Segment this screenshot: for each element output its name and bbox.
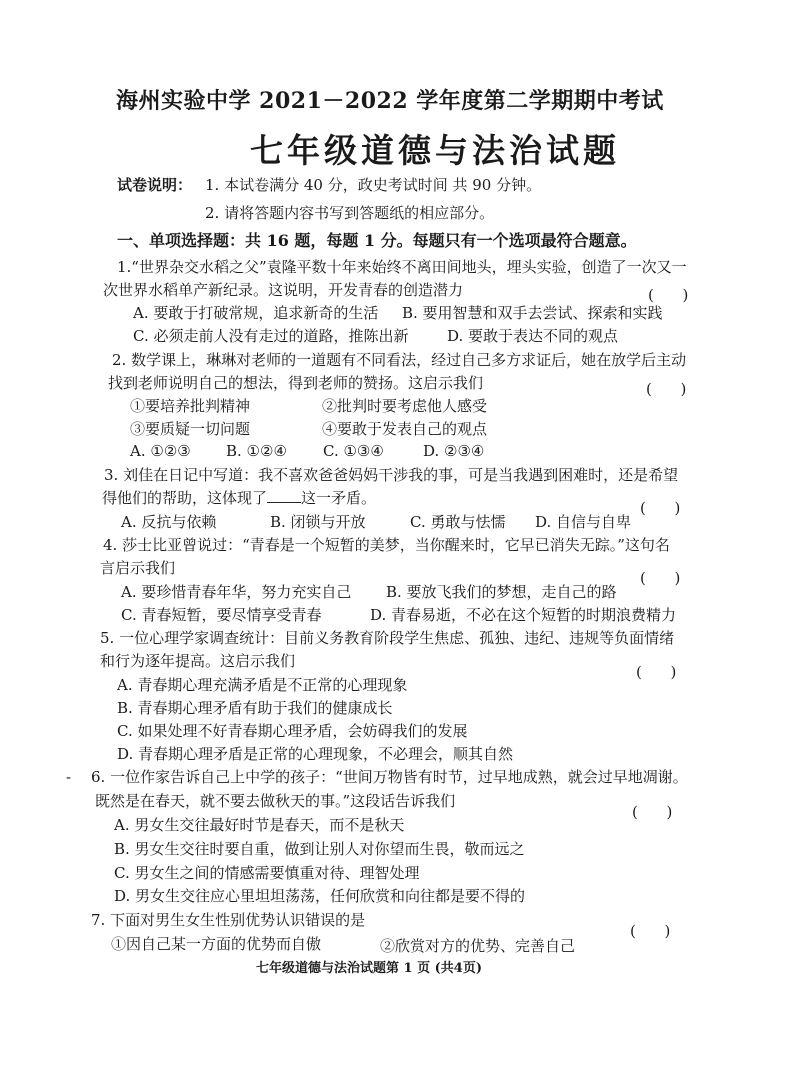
question-3-stem-text-a: 得他们的帮助，这体现了 xyxy=(102,489,268,507)
question-7-statement-2: ②欣赏对方的优势、完善自己 xyxy=(380,937,576,955)
question-6-stem-line-2: 既然是在春天，就不要去做秋天的事。”这段话告诉我们 xyxy=(95,792,456,810)
question-3-stem-line-2 xyxy=(102,489,376,507)
question-3-stem-line-1: 3. 刘佳在日记中写道：我不喜欢爸爸妈妈干涉我的事，可是当我遇到困难时，还是希望 xyxy=(104,466,679,484)
question-2-statement-2: ②批判时要考虑他人感受 xyxy=(322,397,488,415)
question-2-stem-line-2: 找到老师说明自己的想法，得到老师的赞扬。这启示我们 xyxy=(108,374,484,392)
question-6-option-b: B. 男女生交往时要自重，做到让别人对你望而生畏，敬而远之 xyxy=(114,840,525,858)
question-5-stem-line-2: 和行为逐年提高。这启示我们 xyxy=(100,652,296,670)
instructions-label: 试卷说明： xyxy=(117,176,193,194)
question-2-statement-4: ④要敢于发表自己的观点 xyxy=(322,420,488,438)
question-1-option-d: D. 要敢于表达不同的观点 xyxy=(447,327,619,345)
question-2-stem-line-1: 2. 数学课上，琳琳对老师的一道题有不同看法，经过自己多方求证后，她在放学后主动 xyxy=(112,351,687,369)
question-5-answer-paren: ( ) xyxy=(636,663,677,681)
answer-blank xyxy=(267,490,301,503)
question-6-option-a: A. 男女生交往最好时节是春天，而不是秋天 xyxy=(114,816,405,834)
question-2-statement-1: ①要培养批判精神 xyxy=(130,397,251,415)
question-4-option-c: C. 青春短暂，要尽情享受青春 xyxy=(121,606,322,624)
question-1-stem-line-1: 1.“世界杂交水稻之父”袁隆平数十年来始终不离田间地头，埋头实验，创造了一次又一 xyxy=(117,258,687,276)
question-2-answer-paren: ( ) xyxy=(646,380,687,398)
question-2-statement-3: ③要质疑一切问题 xyxy=(130,420,251,438)
question-4-option-b: B. 要放飞我们的梦想，走自己的路 xyxy=(386,583,617,601)
question-1-answer-paren: ( ) xyxy=(648,286,689,304)
question-4-option-d: D. 青春易逝，不必在这个短暂的时期浪费精力 xyxy=(370,606,677,624)
question-7-statement-1: ①因自己某一方面的优势而自傲 xyxy=(111,935,322,953)
question-6-option-d: D. 男女生交往应心里坦坦荡荡，任何欣赏和向往都是要不得的 xyxy=(114,887,526,905)
question-4-answer-paren: ( ) xyxy=(640,569,681,587)
page-footer: 七年级道德与法治试题第 1 页 (共4页) xyxy=(256,961,482,976)
question-3-stem-text-b: 这一矛盾。 xyxy=(301,489,377,507)
question-4-stem-line-1: 4. 莎士比亚曾说过：“青春是一个短暂的美梦，当你醒来时，它早已消失无踪。”这句名 xyxy=(103,536,670,554)
question-3-answer-paren: ( ) xyxy=(640,499,681,517)
question-3-option-d: D. 自信与自卑 xyxy=(535,513,632,531)
question-1-option-c: C. 必须走前人没有走过的道路，推陈出新 xyxy=(133,327,409,345)
question-7-stem-line-1: 7. 下面对男生女生性别优势认识错误的是 xyxy=(91,911,366,929)
question-2-option-a: A. ①②③ xyxy=(130,442,191,460)
question-5-stem-line-1: 5. 一位心理学家调查统计：目前义务教育阶段学生焦虑、孤独、违纪、违规等负面情绪 xyxy=(100,629,675,647)
exam-subject-title: 七年级道德与法治试题 xyxy=(250,131,620,170)
question-6-stem-line-1: 6. 一位作家告诉自己上中学的孩子：“世间万物皆有时节，过早地成熟，就会过早地凋谢。 xyxy=(91,768,688,786)
question-3-option-c: C. 勇敢与怯懦 xyxy=(410,513,506,531)
instruction-item-1: 1. 本试卷满分 40 分，政史考试时间 共 90 分钟。 xyxy=(205,176,542,194)
question-7-answer-paren: ( ) xyxy=(630,922,671,940)
question-5-option-b: B. 青春期心理矛盾有助于我们的健康成长 xyxy=(117,699,393,717)
question-5-option-a: A. 青春期心理充满矛盾是不正常的心理现象 xyxy=(117,676,408,694)
question-2-option-c: C. ①③④ xyxy=(323,442,384,460)
question-2-option-b: B. ①②④ xyxy=(226,442,287,460)
instruction-item-2: 2. 请将答题内容书写到答题纸的相应部分。 xyxy=(205,204,495,222)
question-1-stem-line-2: 次世界水稻单产新纪录。这说明，开发青春的创造潜力 xyxy=(103,281,464,299)
question-4-stem-line-2: 言启示我们 xyxy=(100,559,176,577)
question-4-option-a: A. 要珍惜青春年华，努力充实自己 xyxy=(121,583,352,601)
section-heading: 一、单项选择题：共 16 题，每题 1 分。每题只有一个选项最符合题意。 xyxy=(117,231,637,250)
school-exam-title: 海州实验中学 2021－2022 学年度第二学期期中考试 xyxy=(116,88,664,114)
question-5-option-c: C. 如果处理不好青春期心理矛盾，会妨碍我们的发展 xyxy=(117,722,468,740)
question-1-option-b: B. 要用智慧和双手去尝试、探索和实践 xyxy=(402,304,663,322)
question-2-option-d: D. ②③④ xyxy=(423,442,485,460)
question-6-option-c: C. 男女生之间的情感需要慎重对待、理智处理 xyxy=(114,864,420,882)
margin-mark: - xyxy=(66,768,72,786)
question-1-option-a: A. 要敢于打破常规，追求新奇的生活 xyxy=(133,304,379,322)
question-6-answer-paren: ( ) xyxy=(632,803,673,821)
question-3-option-b: B. 闭锁与开放 xyxy=(270,513,366,531)
question-3-option-a: A. 反抗与依赖 xyxy=(121,513,217,531)
question-5-option-d: D. 青春期心理矛盾是正常的心理现象，不必理会，顺其自然 xyxy=(117,745,514,763)
